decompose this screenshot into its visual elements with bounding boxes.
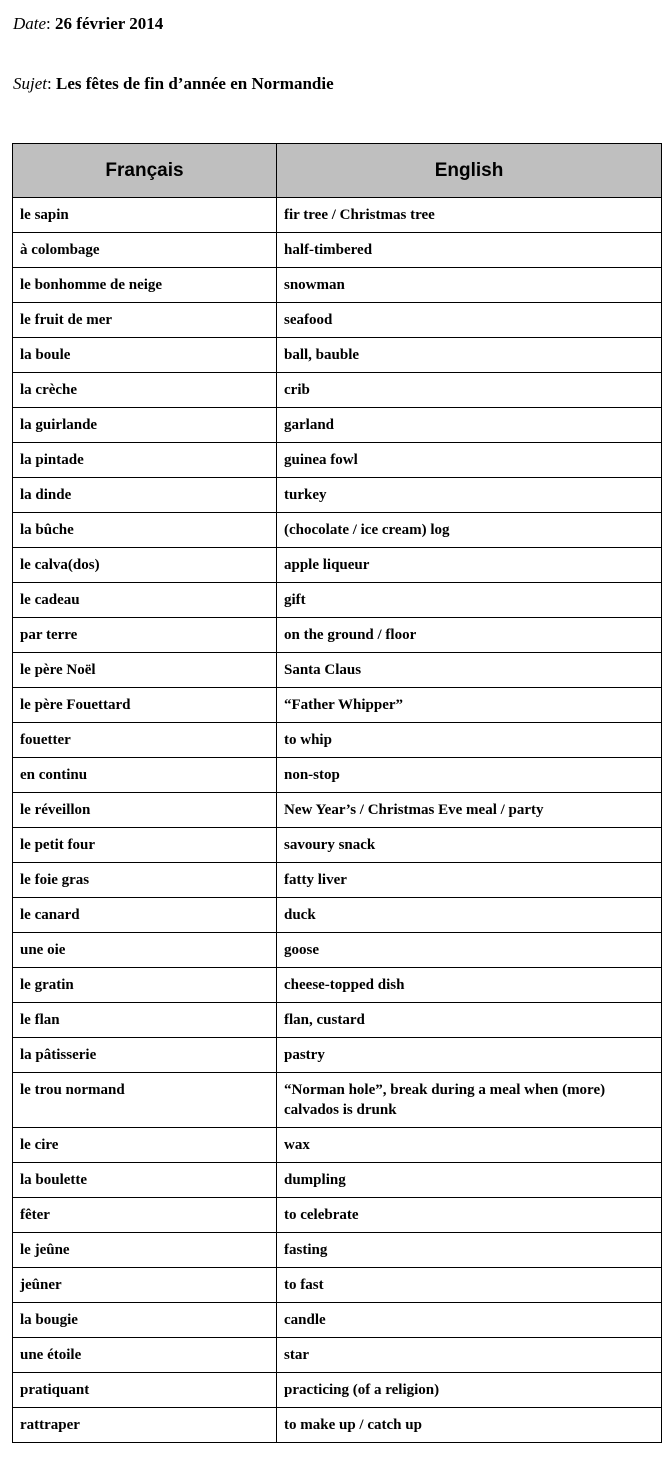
table-row bbox=[13, 968, 662, 1003]
table-row bbox=[13, 863, 662, 898]
french-term-cell: le père Fouettard bbox=[13, 688, 277, 723]
subject-line: Sujet: Les fêtes de fin d’année en Normandie bbox=[13, 74, 334, 93]
french-term-cell: fêter bbox=[13, 1198, 277, 1233]
english-translation-cell: “Father Whipper” bbox=[277, 688, 662, 723]
english-translation-cell: snowman bbox=[277, 268, 662, 303]
french-term-cell: le bonhomme de neige bbox=[13, 268, 277, 303]
table-row bbox=[13, 408, 662, 443]
table-row bbox=[13, 338, 662, 373]
english-translation-cell: star bbox=[277, 1338, 662, 1373]
table-row bbox=[13, 1073, 662, 1128]
french-term-cell: le gratin bbox=[13, 968, 277, 1003]
french-term-cell: le cadeau bbox=[13, 583, 277, 618]
french-term-cell: la pintade bbox=[13, 443, 277, 478]
english-translation-cell: to whip bbox=[277, 723, 662, 758]
table-row bbox=[13, 793, 662, 828]
table-row bbox=[13, 1038, 662, 1073]
table-row bbox=[13, 548, 662, 583]
english-translation-cell: non-stop bbox=[277, 758, 662, 793]
french-term-cell: le petit four bbox=[13, 828, 277, 863]
english-translation-cell: ball, bauble bbox=[277, 338, 662, 373]
table-row bbox=[13, 1373, 662, 1408]
english-translation-cell: Santa Claus bbox=[277, 653, 662, 688]
table-row bbox=[13, 1163, 662, 1198]
table-row bbox=[13, 1233, 662, 1268]
english-translation-cell: practicing (of a religion) bbox=[277, 1373, 662, 1408]
table-row bbox=[13, 198, 662, 233]
english-translation-cell: apple liqueur bbox=[277, 548, 662, 583]
table-row bbox=[13, 1268, 662, 1303]
french-term-cell: la bûche bbox=[13, 513, 277, 548]
english-translation-cell: fasting bbox=[277, 1233, 662, 1268]
table-row bbox=[13, 758, 662, 793]
english-translation-cell: on the ground / floor bbox=[277, 618, 662, 653]
column-header-french: Français bbox=[13, 144, 277, 198]
subject-label: Sujet bbox=[13, 74, 47, 93]
english-translation-cell: to celebrate bbox=[277, 1198, 662, 1233]
english-translation-cell: to fast bbox=[277, 1268, 662, 1303]
english-translation-cell: fir tree / Christmas tree bbox=[277, 198, 662, 233]
table-row bbox=[13, 583, 662, 618]
english-translation-cell: guinea fowl bbox=[277, 443, 662, 478]
french-term-cell: le calva(dos) bbox=[13, 548, 277, 583]
english-translation-cell: (chocolate / ice cream) log bbox=[277, 513, 662, 548]
french-term-cell: la bougie bbox=[13, 1303, 277, 1338]
date-label: Date bbox=[13, 14, 47, 33]
subject-value: Les fêtes de fin d’année en Normandie bbox=[55, 74, 334, 93]
column-header-english: English bbox=[277, 144, 662, 198]
table-row bbox=[13, 303, 662, 338]
english-translation-cell: flan, custard bbox=[277, 1003, 662, 1038]
table-row bbox=[13, 1128, 662, 1163]
date-line: Date: 26 février 2014 bbox=[13, 14, 164, 33]
table-row bbox=[13, 688, 662, 723]
table-row bbox=[13, 898, 662, 933]
english-translation-cell: duck bbox=[277, 898, 662, 933]
french-term-cell: le fruit de mer bbox=[13, 303, 277, 338]
table-header-row bbox=[13, 144, 662, 198]
french-term-cell: le canard bbox=[13, 898, 277, 933]
french-term-cell: une étoile bbox=[13, 1338, 277, 1373]
table-row bbox=[13, 443, 662, 478]
english-translation-cell: candle bbox=[277, 1303, 662, 1338]
table-row bbox=[13, 233, 662, 268]
french-term-cell: jeûner bbox=[13, 1268, 277, 1303]
french-term-cell: rattraper bbox=[13, 1408, 277, 1443]
table-row bbox=[13, 478, 662, 513]
english-translation-cell: goose bbox=[277, 933, 662, 968]
english-translation-cell: cheese-topped dish bbox=[277, 968, 662, 1003]
table-row bbox=[13, 513, 662, 548]
french-term-cell: le cire bbox=[13, 1128, 277, 1163]
english-translation-cell: turkey bbox=[277, 478, 662, 513]
english-translation-cell: dumpling bbox=[277, 1163, 662, 1198]
date-value: 26 février 2014 bbox=[55, 14, 164, 33]
french-term-cell: en continu bbox=[13, 758, 277, 793]
table-row bbox=[13, 373, 662, 408]
french-term-cell: la crèche bbox=[13, 373, 277, 408]
vocabulary-rows bbox=[13, 198, 662, 1443]
english-translation-cell: half-timbered bbox=[277, 233, 662, 268]
table-row bbox=[13, 1198, 662, 1233]
english-translation-cell: garland bbox=[277, 408, 662, 443]
french-term-cell: le jeûne bbox=[13, 1233, 277, 1268]
table-row bbox=[13, 933, 662, 968]
french-term-cell: le sapin bbox=[13, 198, 277, 233]
table-row bbox=[13, 653, 662, 688]
table-row bbox=[13, 723, 662, 758]
english-translation-cell: New Year’s / Christmas Eve meal / party bbox=[277, 793, 662, 828]
french-term-cell: le flan bbox=[13, 1003, 277, 1038]
french-term-cell: le foie gras bbox=[13, 863, 277, 898]
french-term-cell: la guirlande bbox=[13, 408, 277, 443]
english-translation-cell: crib bbox=[277, 373, 662, 408]
english-translation-cell: “Norman hole”, break during a meal when (more) calvados is drunk bbox=[277, 1073, 662, 1128]
vocabulary-table bbox=[12, 143, 662, 1443]
english-translation-cell: seafood bbox=[277, 303, 662, 338]
english-translation-cell: gift bbox=[277, 583, 662, 618]
french-term-cell: le réveillon bbox=[13, 793, 277, 828]
english-translation-cell: to make up / catch up bbox=[277, 1408, 662, 1443]
english-translation-cell: wax bbox=[277, 1128, 662, 1163]
table-row bbox=[13, 268, 662, 303]
table-row bbox=[13, 1408, 662, 1443]
french-term-cell: la pâtisserie bbox=[13, 1038, 277, 1073]
french-term-cell: fouetter bbox=[13, 723, 277, 758]
french-term-cell: le trou normand bbox=[13, 1073, 277, 1128]
english-translation-cell: pastry bbox=[277, 1038, 662, 1073]
french-term-cell: le père Noël bbox=[13, 653, 277, 688]
french-term-cell: une oie bbox=[13, 933, 277, 968]
french-term-cell: la dinde bbox=[13, 478, 277, 513]
french-term-cell: la boulette bbox=[13, 1163, 277, 1198]
english-translation-cell: fatty liver bbox=[277, 863, 662, 898]
table-row bbox=[13, 828, 662, 863]
table-row bbox=[13, 1338, 662, 1373]
table-row bbox=[13, 1303, 662, 1338]
french-term-cell: la boule bbox=[13, 338, 277, 373]
french-term-cell: par terre bbox=[13, 618, 277, 653]
table-row bbox=[13, 618, 662, 653]
french-term-cell: pratiquant bbox=[13, 1373, 277, 1408]
french-term-cell: à colombage bbox=[13, 233, 277, 268]
table-row bbox=[13, 1003, 662, 1038]
english-translation-cell: savoury snack bbox=[277, 828, 662, 863]
